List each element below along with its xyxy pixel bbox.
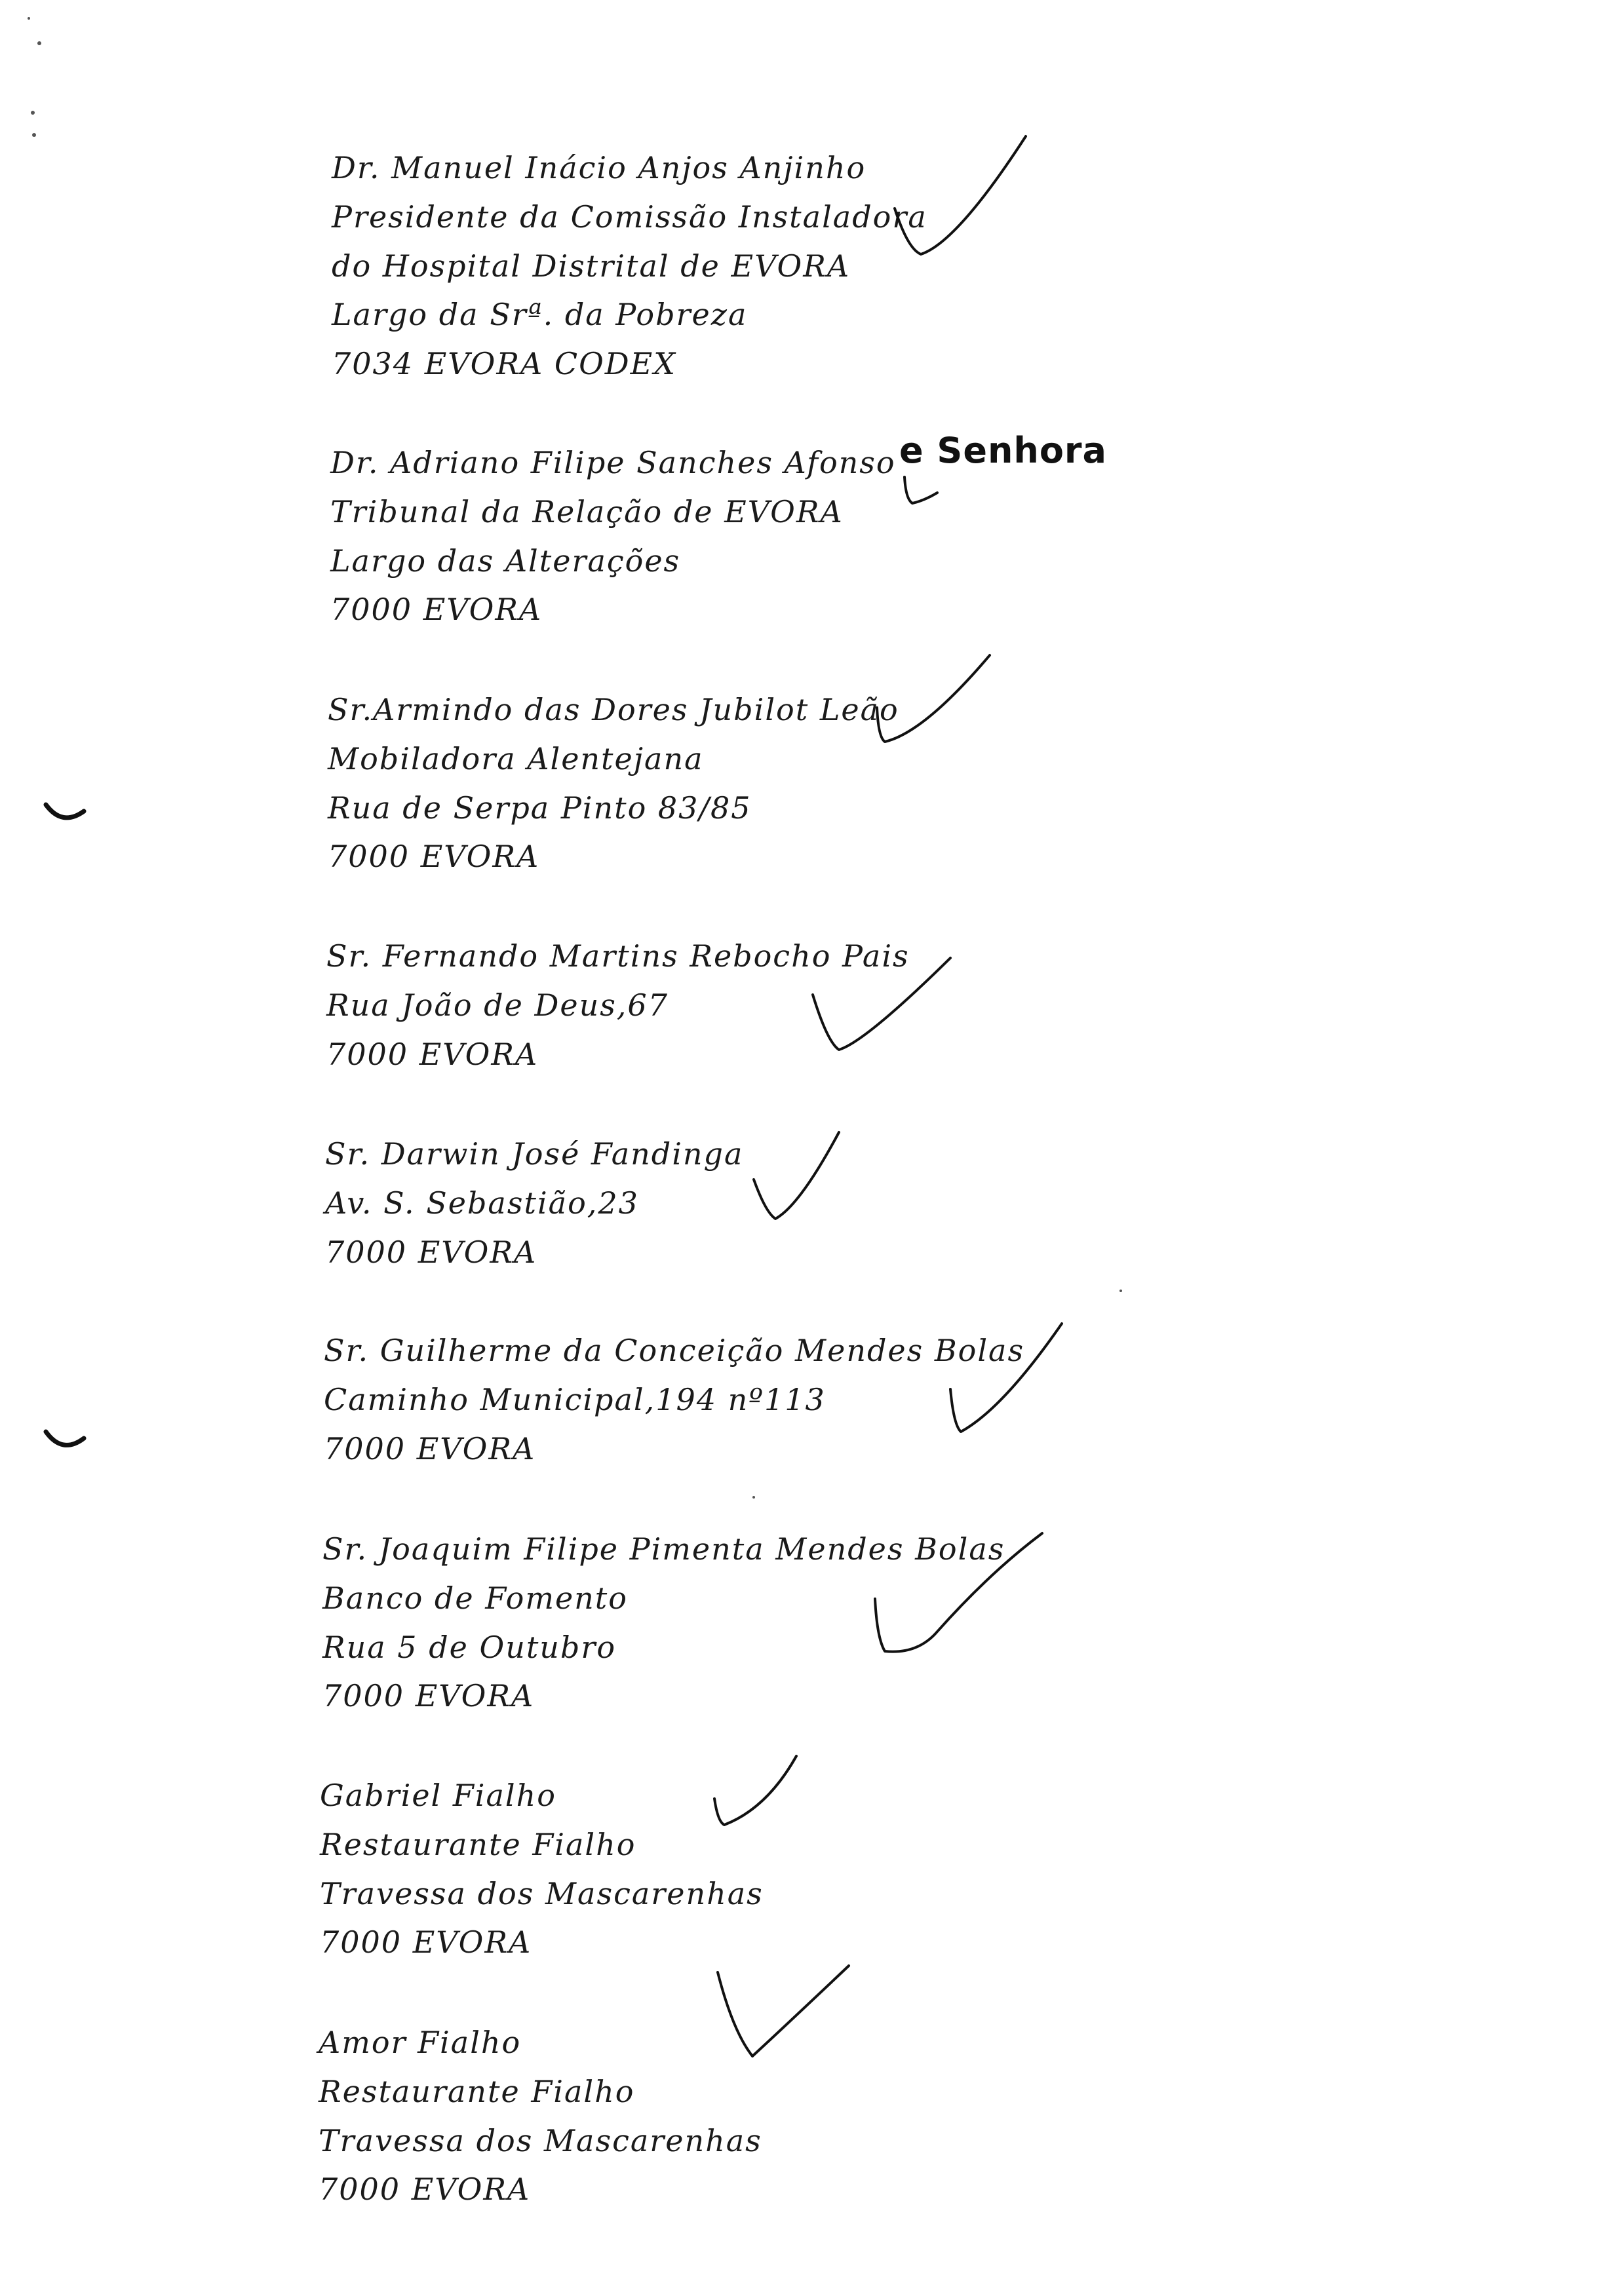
- address-line: 7000 EVORA: [320, 1924, 532, 1960]
- address-line: 7000 EVORA: [319, 2172, 531, 2207]
- address-line: Presidente da Comissão Instaladora: [332, 199, 927, 235]
- address-line: Gabriel Fialho: [320, 1778, 556, 1813]
- address-line: Banco de Fomento: [322, 1580, 628, 1616]
- address-line: 7000 EVORA: [326, 1037, 539, 1072]
- address-line: Sr. Fernando Martins Rebocho Pais: [326, 938, 910, 974]
- checkmark-icon: [754, 1132, 839, 1219]
- address-line: Restaurante Fialho: [319, 2074, 635, 2109]
- address-line: Rua de Serpa Pinto 83/85: [328, 790, 752, 826]
- address-line: 7000 EVORA: [330, 592, 543, 627]
- address-line: Restaurante Fialho: [320, 1827, 636, 1862]
- handwritten-annotation: e Senhora: [899, 430, 1107, 471]
- address-line: do Hospital Distrital de EVORA: [332, 248, 851, 284]
- address-line: Travessa dos Mascarenhas: [320, 1876, 764, 1911]
- margin-mark-icon: [46, 1432, 84, 1445]
- checkmark-icon: [895, 136, 1026, 254]
- checkmark-icon: [714, 1756, 796, 1825]
- speck-icon: [1119, 1290, 1122, 1292]
- address-line: 7000 EVORA: [325, 1234, 537, 1270]
- speck-icon: [37, 41, 41, 45]
- address-line: Sr. Joaquim Filipe Pimenta Mendes Bolas: [322, 1531, 1005, 1567]
- address-line: Dr. Manuel Inácio Anjos Anjinho: [332, 150, 866, 185]
- speck-icon: [32, 133, 36, 137]
- address-line: 7000 EVORA: [324, 1431, 536, 1466]
- checkmark-icon: [905, 477, 937, 503]
- speck-icon: [31, 111, 35, 115]
- address-line: Sr. Darwin José Fandinga: [325, 1136, 744, 1172]
- address-line: Travessa dos Mascarenhas: [319, 2123, 762, 2158]
- address-line: 7000 EVORA: [328, 839, 540, 874]
- address-line: Sr. Guilherme da Conceição Mendes Bolas: [324, 1333, 1025, 1368]
- address-line: Dr. Adriano Filipe Sanches Afonso: [330, 445, 896, 480]
- address-line: Av. S. Sebastião,23: [325, 1185, 639, 1221]
- address-line: Largo das Alterações: [330, 543, 681, 579]
- address-line: Tribunal da Relação de EVORA: [330, 494, 844, 529]
- address-line: 7034 EVORA CODEX: [332, 346, 676, 381]
- speck-icon: [28, 17, 30, 20]
- address-line: Largo da Srª. da Pobreza: [332, 297, 748, 332]
- address-line: Rua 5 de Outubro: [322, 1630, 617, 1665]
- margin-mark-icon: [46, 805, 84, 818]
- address-line: Amor Fialho: [319, 2025, 522, 2060]
- address-line: Rua João de Deus,67: [326, 987, 669, 1023]
- address-line: Mobiladora Alentejana: [328, 741, 704, 776]
- checkmark-icon: [718, 1966, 849, 2056]
- address-line: Caminho Municipal,194 nº113: [324, 1382, 826, 1417]
- address-line: Sr.Armindo das Dores Jubilot Leão: [328, 692, 899, 727]
- speck-icon: [752, 1496, 755, 1499]
- address-line: 7000 EVORA: [322, 1678, 535, 1713]
